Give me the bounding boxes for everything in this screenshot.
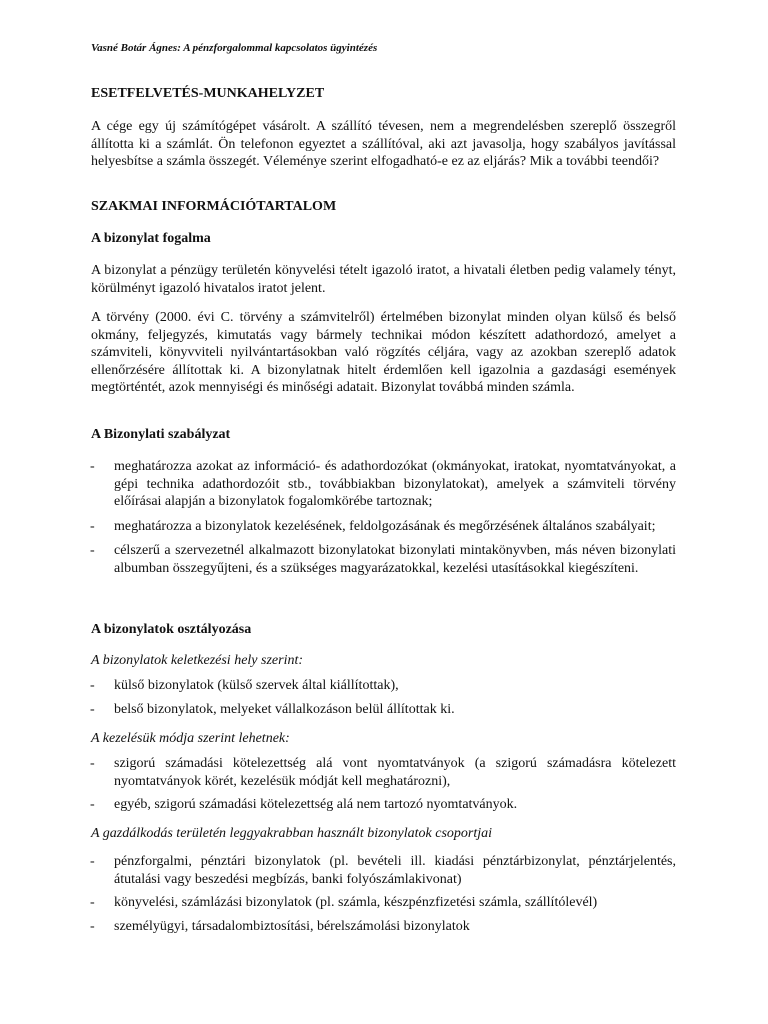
policy-heading: A Bizonylati szabályzat [91,427,231,442]
list-item: - meghatározza azokat az információ- és adathordozókat (okmányokat, iratokat, nyomtatványokat, a gépi technika adathordozóit stb., továbbiakban bizonylatokat), amelyek a számviteli törvény előírásai alapján a bizonylatok fogalomkörébe tartoznak; [90,459,676,509]
list-item: - szigorú számadási kötelezettség alá vont nyomtatványok (a szigorú számadásra kötelezett nyomtatványok körét, kezelésük módját kell meghatározni), [90,756,676,789]
dash-bullet: - [90,543,95,558]
handling-subheading: A kezelésük módja szerint lehetnek: [91,731,290,746]
case-heading: ESETFELVETÉS-MUNKAHELYZET [91,86,325,101]
list-item: - célszerű a szervezetnél alkalmazott bizonylatokat bizonylati mintakönyvben, más néven bizonylati albumban összegyűjteni, és a szükséges magyarázatokkal, kezelési utasításokkal kiegészíteni. [90,543,676,576]
case-paragraph: A cége egy új számítógépet vásárolt. A szállító tévesen, nem a megrendelésben szereplő összegről állította ki a számlát. Ön telefonon egyeztet a szállítóval, aki azt javasolja, hogy szabályos javítással helyesbítse a számla összegét. Véleménye szerint elfogadható-e ez az eljárás? Mik a további teendői? [91,119,676,169]
groups-list [91,853,676,935]
dash-bullet: - [90,895,95,910]
dash-bullet: - [90,518,95,534]
groups-subheading: A gazdálkodás területén leggyakrabban használt bizonylatok csoportjai [91,826,493,841]
list-item: - külső bizonylatok (külső szervek által kiállítottak), [90,678,399,693]
list-item: - egyéb, szigorú számadási kötelezettség alá nem tartozó nyomtatványok. [90,797,518,812]
origin-subheading: A bizonylatok keletkezési hely szerint: [91,653,304,668]
running-header: Vasné Botár Ágnes: A pénzforgalommal kapcsolatos ügyintézés [91,42,378,54]
policy-list [91,458,676,577]
list-item: - könyvelési, számlázási bizonylatok (pl. számla, készpénzfizetési számla, szállítólevél) [90,895,598,910]
dash-bullet: - [90,854,95,869]
origin-list [91,677,676,718]
list-item: - személyügyi, társadalombiztosítási, bérelszámolási bizonylatok [90,918,470,934]
dash-bullet: - [90,756,95,771]
concept-heading: A bizonylat fogalma [91,231,211,246]
list-item: - belső bizonylatok, melyeket vállalkozáson belül állítottak ki. [90,701,455,717]
dash-bullet: - [90,797,95,812]
dash-bullet: - [90,918,95,934]
dash-bullet: - [90,701,95,717]
list-item: - pénzforgalmi, pénztári bizonylatok (pl. bevételi ill. kiadási pénztárbizonylat, pénztárjelentés, átutalási vagy beszedési megbízás, banki folyószámlakivonat) [90,854,676,887]
concept-paragraph-2: A törvény (2000. évi C. törvény a számvitelről) értelmében bizonylat minden olyan külső és belső okmány, feljegyzés, kimutatás vagy bármely technikai módon készített adathordozó, amelyet a számviteli, könyvviteli nyilvántartásokban való rögzítés céljára, vagy az azokban szereplő adatok ellenőrzésére állítottak ki. A bizonylatnak hitelt érdemlően kell igazolnia a gazdasági események megtörténtét, azok mennyiségi és minőségi adatait. Bizonylat továbbá minden számla. [91,310,676,395]
classification-heading: A bizonylatok osztályozása [91,622,252,637]
list-item: - meghatározza a bizonylatok kezelésének, feldolgozásának és megőrzésének általános szabályait; [90,518,656,534]
handling-list [91,755,676,814]
dash-bullet: - [90,678,95,693]
concept-paragraph-1: A bizonylat a pénzügy területén könyvelési tételt igazoló iratot, a hivatali életben pedig valamely tényt, körülményt igazoló hivatalos iratot jelent. [91,263,676,296]
dash-bullet: - [90,459,95,474]
info-heading: SZAKMAI INFORMÁCIÓTARTALOM [91,199,337,214]
